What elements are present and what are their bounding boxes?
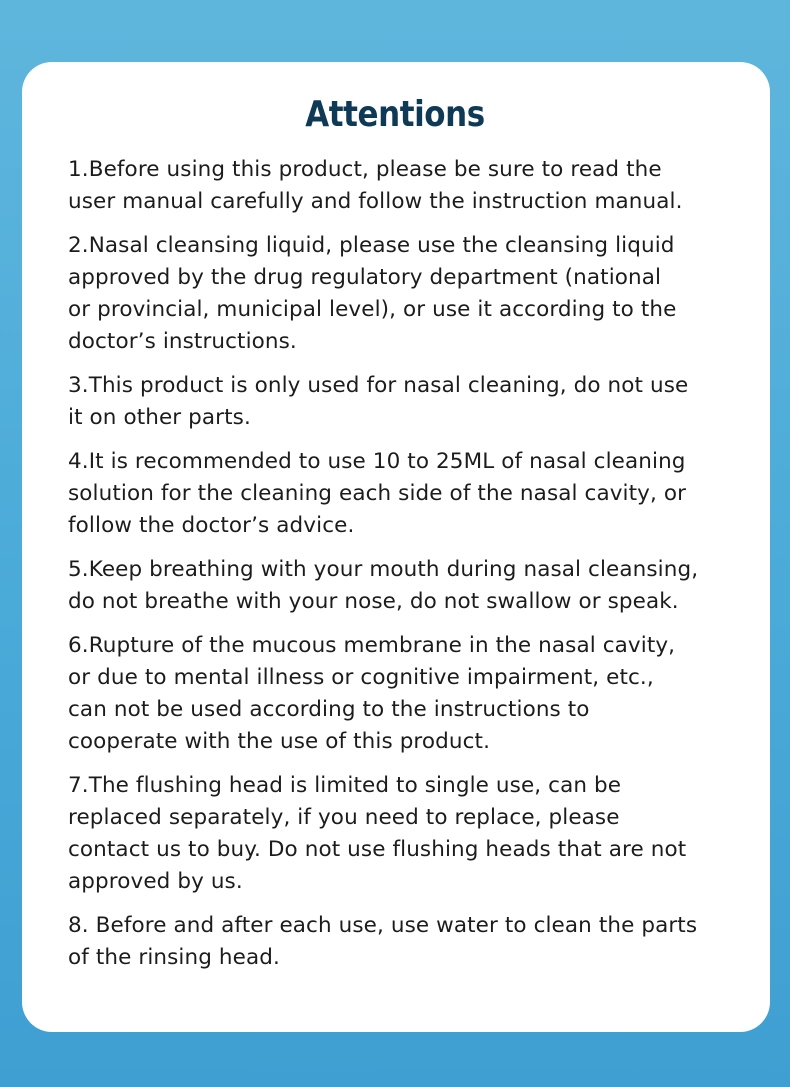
attention-item-5: 5.Keep breathing with your mouth during nasal cleansing, do not breathe with your nose, do not swallow or speak.: [68, 557, 699, 614]
attention-item-1: 1.Before using this product, please be sure to read the user manual carefully and follow the instruction manual.: [68, 157, 683, 214]
attention-item-2: 2.Nasal cleansing liquid, please use the cleansing liquid approved by the drug regulatory department (national or provincial, municipal level), or use it according to the doctor’s instructions.: [68, 233, 677, 354]
attention-item-6: 6.Rupture of the mucous membrane in the nasal cavity, or due to mental illness or cognitive impairment, etc., can not be used according to the instructions to cooperate with the use of this product.: [68, 633, 676, 754]
attention-item-4: 4.It is recommended to use 10 to 25ML of nasal cleaning solution for the cleaning each side of the nasal cavity, or follow the doctor’s advice.: [68, 449, 687, 538]
attention-item-3: 3.This product is only used for nasal cleaning, do not use it on other parts.: [68, 373, 689, 430]
page-title: Attentions: [305, 94, 485, 135]
attention-item-7: 7.The flushing head is limited to single use, can be replaced separately, if you need to replace, please contact us to buy. Do not use flushing heads that are not approved by us.: [68, 773, 687, 894]
attention-item-8: 8. Before and after each use, use water to clean the parts of the rinsing head.: [68, 913, 698, 970]
attention-list: [68, 154, 768, 986]
